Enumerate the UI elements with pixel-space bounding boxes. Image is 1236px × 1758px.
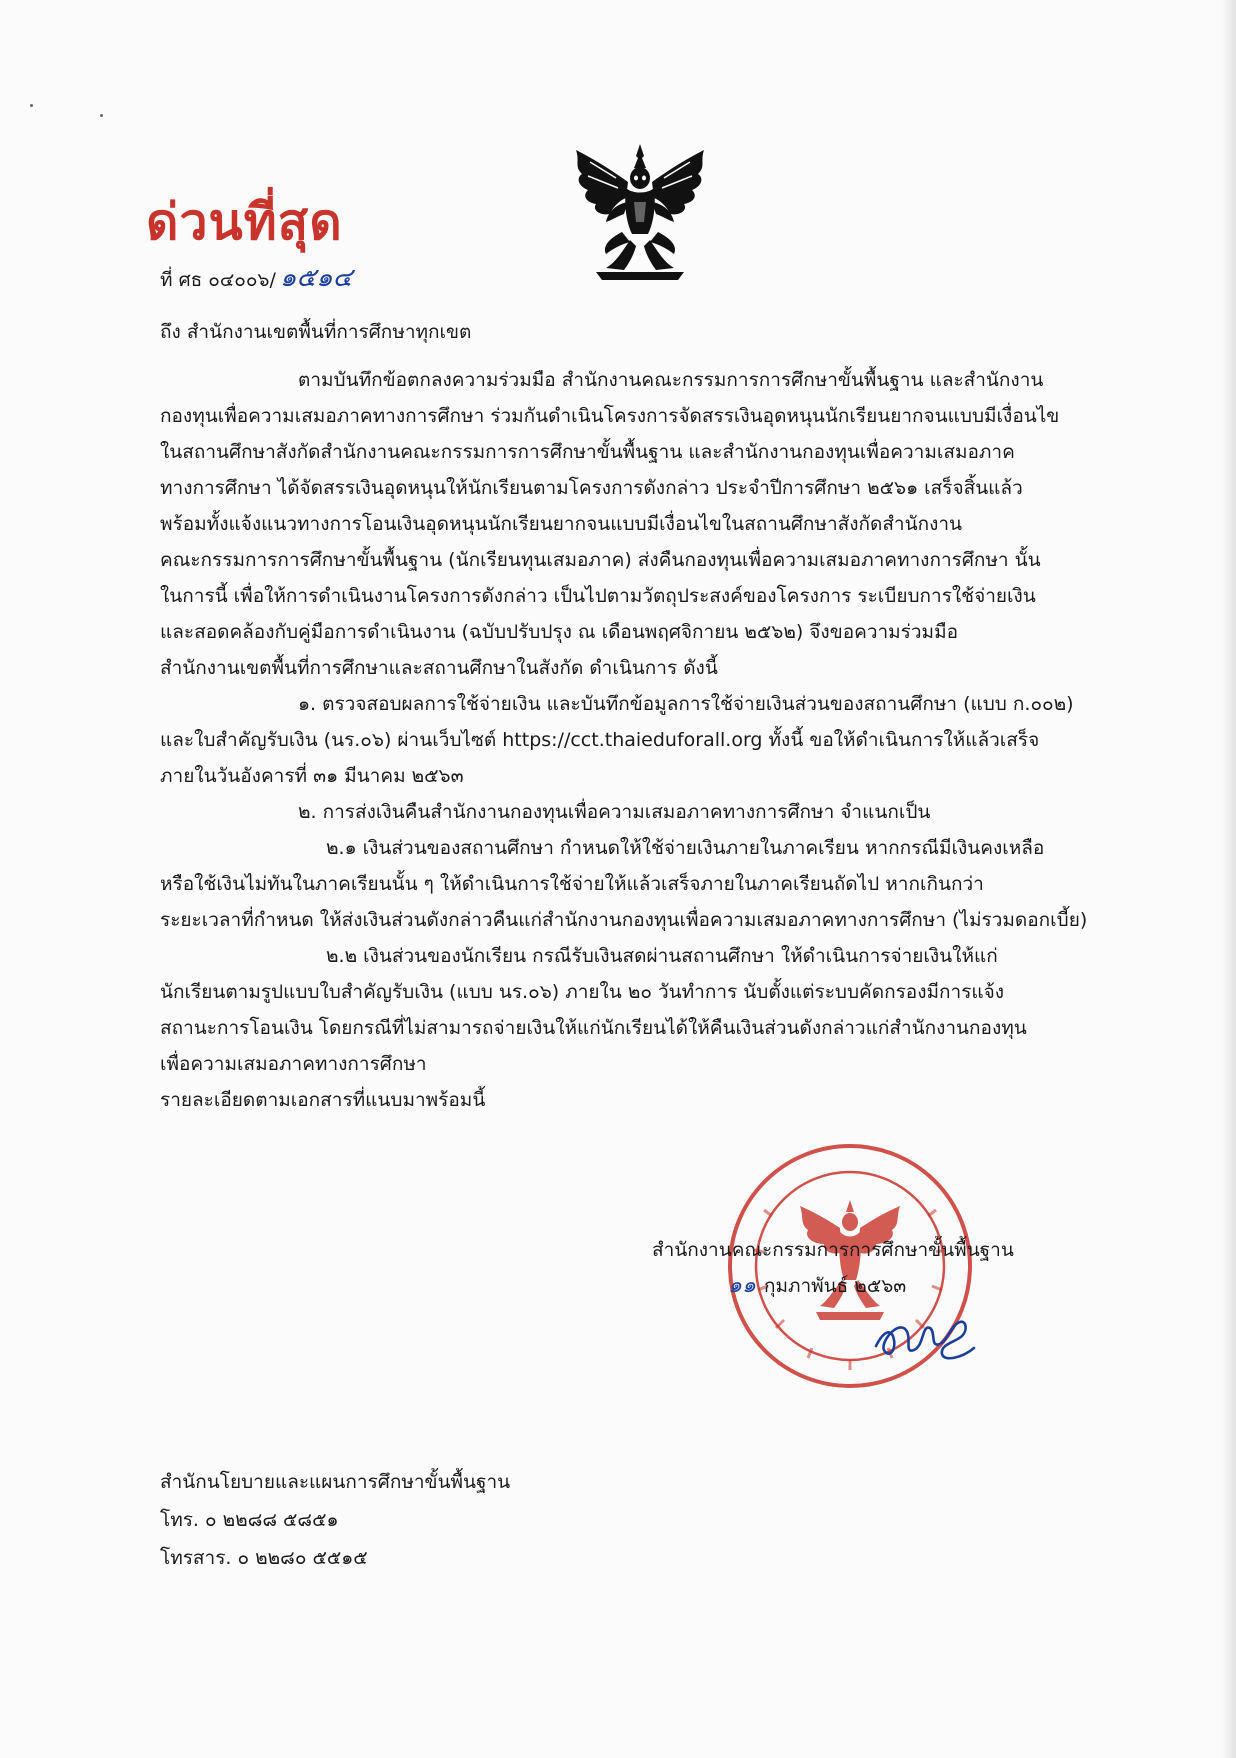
- body-line: เพื่อความเสมอภาคทางการศึกษา: [160, 1053, 427, 1075]
- body-line: ในการนี้ เพื่อให้การดำเนินงานโครงการดังกล่าว เป็นไปตามวัตถุประสงค์ของโครงการ ระเบียบการใช้จ่ายเงิน: [160, 585, 1036, 607]
- scan-edge-shadow: [1222, 0, 1236, 1758]
- body-line: ๒.๒ เงินส่วนของนักเรียน กรณีรับเงินสดผ่านสถานศึกษา ให้ดำเนินการจ่ายเงินให้แก่: [326, 945, 998, 967]
- handwritten-day: ๑๑: [728, 1273, 756, 1298]
- date-month-year: กุมภาพันธ์ ๒๕๖๓: [763, 1275, 907, 1297]
- fax-number: โทรสาร. ๐ ๒๒๘๐ ๕๕๑๕: [160, 1547, 368, 1569]
- body-line: ระยะเวลาที่กำหนด ให้ส่งเงินส่วนดังกล่าวคืนแก่สำนักงานกองทุนเพื่อความเสมอภาคทางการศึกษา (ไม่รวมดอกเบี้ย): [160, 909, 1088, 931]
- body-line: พร้อมทั้งแจ้งแนวทางการโอนเงินอุดหนุนนักเรียนยากจนแบบมีเงื่อนไขในสถานศึกษาสังกัดสำนักงาน: [160, 513, 963, 535]
- recipient-line: ถึง สำนักงานเขตพื้นที่การศึกษาทุกเขต: [160, 321, 472, 343]
- scan-speck: [30, 104, 33, 107]
- body-line: ในสถานศึกษาสังกัดสำนักงานคณะกรรมการการศึกษาขั้นพื้นฐาน และสำนักงานกองทุนเพื่อความเสมอภาค: [160, 441, 1015, 463]
- garuda-emblem-icon: [566, 142, 714, 288]
- phone-number: โทร. ๐ ๒๒๘๘ ๕๘๕๑: [160, 1509, 339, 1531]
- body-line: ๒. การส่งเงินคืนสำนักงานกองทุนเพื่อความเสมอภาคทางการศึกษา จำแนกเป็น: [298, 801, 931, 823]
- scan-speck: [100, 114, 103, 117]
- body-line: และสอดคล้องกับคู่มือการดำเนินงาน (ฉบับปรับปรุง ณ เดือนพฤศจิกายน ๒๕๖๒) จึงขอความร่วมมือ: [160, 621, 959, 643]
- body-line: คณะกรรมการการศึกษาขั้นพื้นฐาน (นักเรียนทุนเสมอภาค) ส่งคืนกองทุนเพื่อความเสมอภาคทางการศึกษา นั้น: [160, 549, 1041, 571]
- body-line: นักเรียนตามรูปแบบใบสำคัญรับเงิน (แบบ นร.๐๖) ภายใน ๒๐ วันทำการ นับตั้งแต่ระบบคัดกรองมีการแจ้ง: [160, 981, 1005, 1003]
- body-line: สถานะการโอนเงิน โดยกรณีที่ไม่สามารถจ่ายเงินให้แก่นักเรียนได้ให้คืนเงินส่วนดังกล่าวแก่สำนักงานกองทุน: [160, 1017, 1027, 1039]
- body-line: และใบสำคัญรับเงิน (นร.๐๖) ผ่านเว็บไซต์ https://cct.thaieduforall.org ทั้งนี้ ขอให้ดำเนินการให้แล้วเสร็จ: [160, 729, 1040, 751]
- reference-number: [160, 264, 352, 294]
- handwritten-signature-icon: [870, 1300, 980, 1370]
- signing-date: [728, 1272, 906, 1300]
- reference-prefix: ที่ ศธ ๐๔๐๐๖/: [160, 269, 276, 291]
- body-line: รายละเอียดตามเอกสารที่แนบมาพร้อมนี้: [160, 1089, 486, 1111]
- body-line: ตามบันทึกข้อตกลงความร่วมมือ สำนักงานคณะกรรมการการศึกษาขั้นพื้นฐาน และสำนักงาน: [298, 369, 1044, 391]
- body-line: หรือใช้เงินไม่ทันในภาคเรียนนั้น ๆ ให้ดำเนินการใช้จ่ายให้แล้วเสร็จภายในภาคเรียนถัดไป หากเกินกว่า: [160, 873, 984, 895]
- body-line: สำนักงานเขตพื้นที่การศึกษาและสถานศึกษาในสังกัด ดำเนินการ ดังนี้: [160, 657, 718, 679]
- division-name: สำนักนโยบายและแผนการศึกษาขั้นพื้นฐาน: [160, 1471, 511, 1493]
- reference-handwritten-number: ๑๕๑๔: [279, 263, 353, 293]
- signing-office: สำนักงานคณะกรรมการการศึกษาขั้นพื้นฐาน: [652, 1239, 1014, 1261]
- body-line: ๒.๑ เงินส่วนของสถานศึกษา กำหนดให้ใช้จ่ายเงินภายในภาคเรียน หากกรณีมีเงินคงเหลือ: [326, 837, 1045, 859]
- body-line: ๑. ตรวจสอบผลการใช้จ่ายเงิน และบันทึกข้อมูลการใช้จ่ายเงินส่วนของสถานศึกษา (แบบ ก.๐๐๒): [298, 693, 1074, 715]
- body-line: กองทุนเพื่อความเสมอภาคทางการศึกษา ร่วมกันดำเนินโครงการจัดสรรเงินอุดหนุนนักเรียนยากจนแบบมีเงื่อนไข: [160, 405, 1060, 427]
- body-line: ทางการศึกษา ได้จัดสรรเงินอุดหนุนให้นักเรียนตามโครงการดังกล่าว ประจำปีการศึกษา ๒๕๖๑ เสร็จสิ้นแล้ว: [160, 477, 1023, 499]
- body-line: ภายในวันอังคารที่ ๓๑ มีนาคม ๒๕๖๓: [160, 765, 464, 787]
- urgent-label: ด่วนที่สุด: [146, 193, 343, 251]
